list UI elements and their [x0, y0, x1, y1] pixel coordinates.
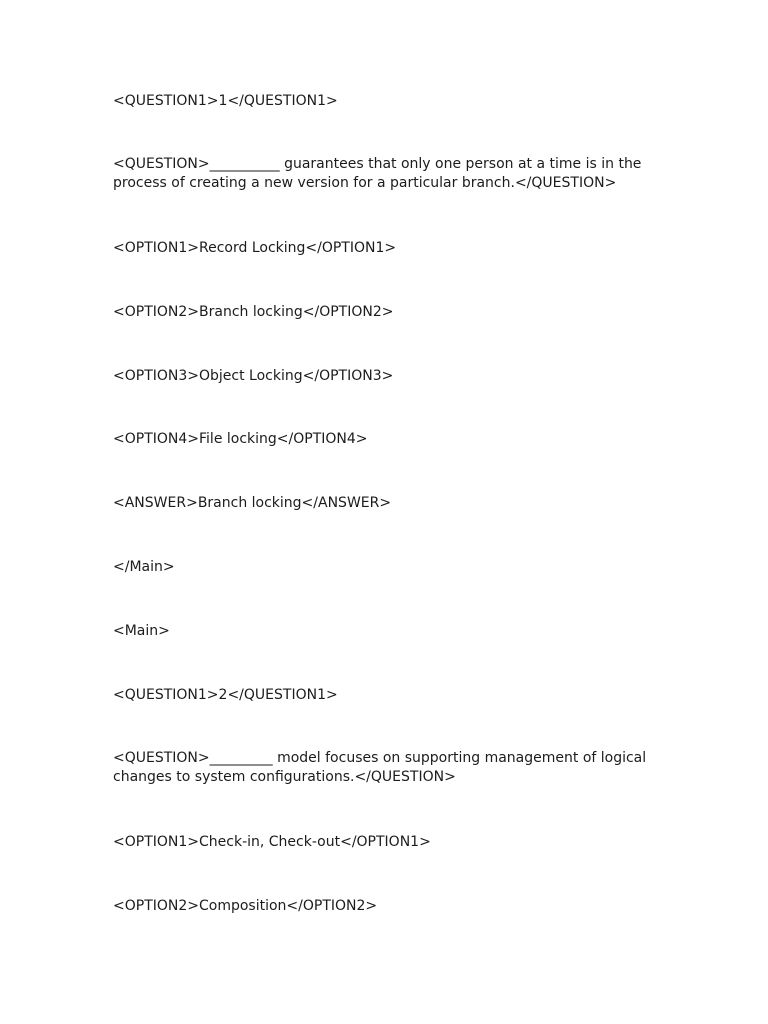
option2-line: <OPTION2>Composition</OPTION2> [113, 898, 378, 914]
question-number-line: <QUESTION1>2</QUESTION1> [113, 687, 338, 703]
option2-line: <OPTION2>Branch locking</OPTION2> [113, 304, 394, 320]
question-number-line: <QUESTION1>1</QUESTION1> [113, 93, 338, 109]
option1-line: <OPTION1>Record Locking</OPTION1> [113, 240, 397, 256]
option4-line: <OPTION4>File locking</OPTION4> [113, 431, 368, 447]
option3-line: <OPTION3>Object Locking</OPTION3> [113, 368, 394, 384]
main-close-tag-line: </Main> [113, 559, 175, 575]
question-text-line: <QUESTION>_________ model focuses on supporting management of logical changes to system configurations.</QUESTION> [113, 750, 647, 785]
option1-line: <OPTION1>Check-in, Check-out</OPTION1> [113, 834, 431, 850]
question-text-line: <QUESTION>__________ guarantees that only one person at a time is in the process of creating a new version for a particular branch.</QUESTION> [113, 156, 642, 191]
answer-line: <ANSWER>Branch locking</ANSWER> [113, 495, 392, 511]
main-open-tag-line: <Main> [113, 623, 170, 639]
